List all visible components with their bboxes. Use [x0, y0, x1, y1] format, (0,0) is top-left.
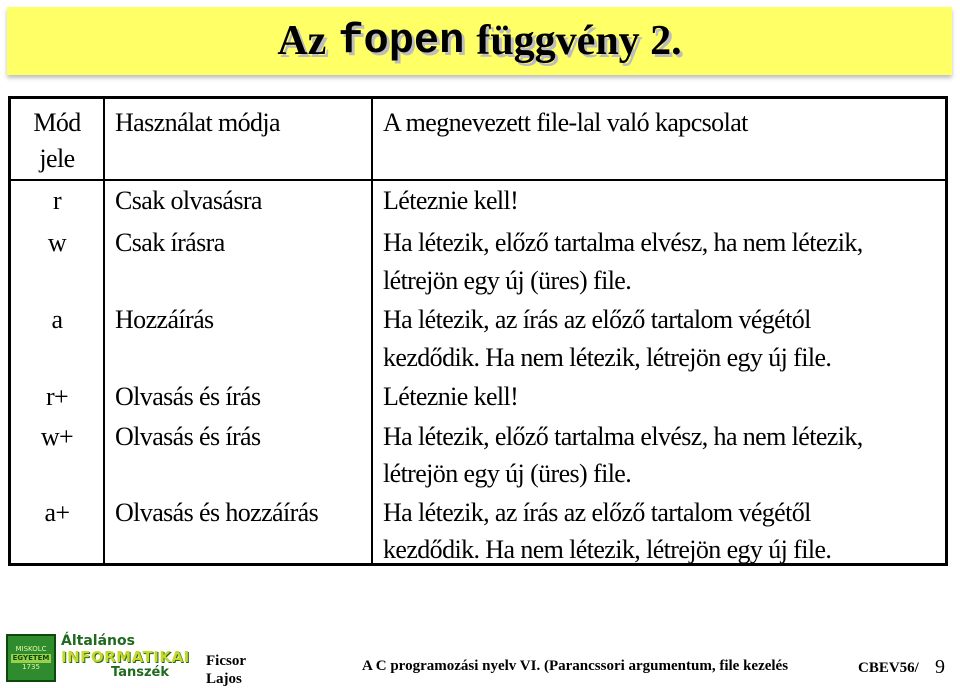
row-mode: r: [52, 186, 62, 215]
department-logo: [6, 634, 191, 682]
row-usage: Csak olvasásra: [115, 186, 262, 215]
header-relation: A megnevezett file-lal való kapcsolat: [383, 108, 748, 137]
slide-code: CBEV56/: [858, 660, 919, 676]
header-mode-line2: jele: [39, 144, 75, 173]
slide-footer: [0, 612, 960, 687]
row-relation-cont: létrejön egy új (üres) file.: [383, 266, 632, 295]
logo-line-1: Általános: [61, 633, 135, 649]
row-mode: w: [47, 228, 67, 257]
author-line-2: Lajos: [206, 671, 242, 687]
header-mode-line1: Mód: [33, 108, 81, 137]
author: [206, 652, 246, 688]
university-emblem-icon: [6, 634, 56, 682]
title-code: fopen: [338, 17, 465, 65]
row-mode: w+: [40, 422, 74, 451]
row-usage: Hozzáírás: [115, 305, 214, 334]
column-divider: [103, 99, 105, 563]
row-usage: Olvasás és írás: [115, 382, 261, 411]
row-relation: Léteznie kell!: [383, 186, 519, 215]
course-title: A C programozási nyelv VI. (Parancssori argumentum, file kezelés: [362, 658, 789, 674]
header-divider: [11, 179, 945, 181]
row-relation-cont: kezdődik. Ha nem létezik, létrejön egy új file.: [383, 343, 832, 372]
row-usage: Olvasás és hozzáírás: [115, 498, 319, 527]
row-relation: Ha létezik, előző tartalma elvész, ha nem létezik,: [383, 228, 863, 257]
row-usage: Olvasás és írás: [115, 422, 261, 451]
author-line-1: Ficsor: [206, 653, 246, 669]
row-relation: Ha létezik, az írás az előző tartalom végétól: [383, 305, 811, 334]
page-number: 9: [935, 656, 945, 678]
row-relation: Ha létezik, az írás az előző tartalom végétől: [383, 498, 811, 527]
row-relation: Ha létezik, előző tartalma elvész, ha nem létezik,: [383, 422, 863, 451]
emblem-mid-text: EGYETEM: [12, 653, 50, 662]
row-relation-cont: kezdődik. Ha nem létezik, létrejön egy új file.: [383, 535, 832, 564]
logo-line-3: Tanszék: [111, 665, 169, 680]
row-relation: Léteznie kell!: [383, 382, 519, 411]
row-usage: Csak írásra: [115, 228, 225, 257]
fopen-modes-table: [8, 96, 948, 566]
row-mode: a: [51, 305, 63, 334]
column-divider: [371, 99, 373, 563]
title-prefix: Az: [277, 18, 327, 64]
logo-line-2: INFORMATIKAI: [61, 648, 190, 666]
row-relation-cont: létrejön egy új (üres) file.: [383, 459, 632, 488]
emblem-top-text: MISKOLC: [15, 644, 47, 653]
row-mode: r+: [45, 382, 69, 411]
title-banner: [7, 7, 952, 75]
logo-text: [61, 634, 191, 680]
slide-title: [7, 7, 952, 75]
title-suffix: függvény 2.: [476, 18, 682, 64]
emblem-bottom-text: 1735: [22, 662, 40, 671]
header-usage: Használat módja: [115, 108, 280, 137]
row-mode: a+: [44, 498, 70, 527]
